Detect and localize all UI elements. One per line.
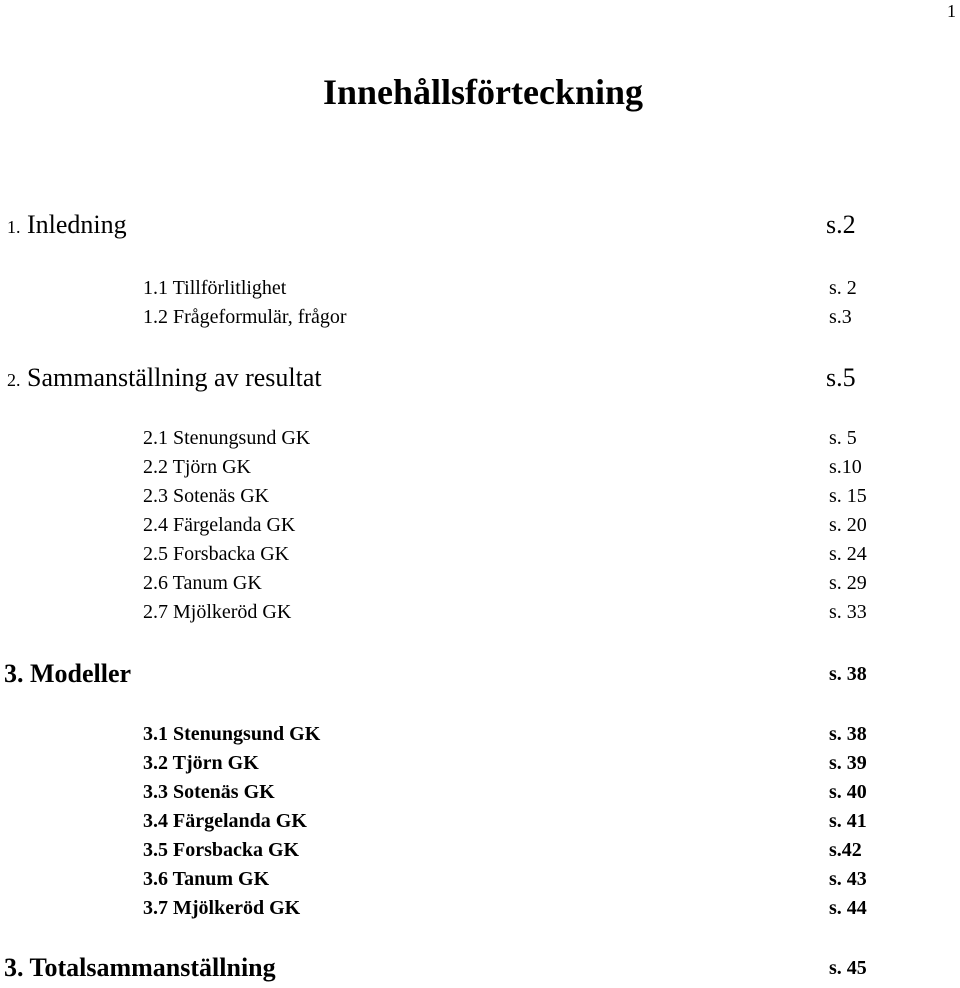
toc-subsection-2-7[interactable] <box>0 600 960 630</box>
toc-subsection-label: 2.2 Tjörn GK <box>143 456 251 478</box>
toc-subsection-page: s. 43 <box>829 868 867 890</box>
toc-subsection-3-6[interactable] <box>0 867 960 897</box>
toc-subsection-label: 1.2 Frågeformulär, frågor <box>143 306 347 328</box>
page-number: 1 <box>947 1 956 21</box>
toc-subsection-label: 2.6 Tanum GK <box>143 572 262 594</box>
toc-subsection-1-1[interactable] <box>0 276 960 306</box>
toc-subsection-label: 3.1 Stenungsund GK <box>143 723 321 745</box>
toc-subsection-3-1[interactable] <box>0 722 960 752</box>
toc-subsection-2-3[interactable] <box>0 484 960 514</box>
toc-section-3[interactable] <box>0 659 960 689</box>
toc-subsection-page: s.42 <box>829 839 862 861</box>
toc-subsection-page: s. 39 <box>829 752 867 774</box>
toc-subsection-page: s.10 <box>829 456 862 478</box>
toc-subsection-2-4[interactable] <box>0 513 960 543</box>
toc-subsection-label: 2.1 Stenungsund GK <box>143 427 311 449</box>
toc-subsection-label: 3.4 Färgelanda GK <box>143 810 307 832</box>
toc-subsection-2-6[interactable] <box>0 571 960 601</box>
toc-subsection-3-7[interactable] <box>0 896 960 926</box>
toc-section-2[interactable] <box>0 363 960 393</box>
toc-subsection-2-1[interactable] <box>0 426 960 456</box>
toc-subsection-label: 2.3 Sotenäs GK <box>143 485 270 507</box>
toc-subsection-label: 2.5 Forsbacka GK <box>143 543 290 565</box>
toc-section-number: 1. <box>7 217 21 237</box>
toc-subsection-3-2[interactable] <box>0 751 960 781</box>
toc-subsection-page: s. 2 <box>829 277 857 299</box>
toc-subsection-page: s. 15 <box>829 485 867 507</box>
toc-subsection-2-2[interactable] <box>0 455 960 485</box>
toc-section-number: 3. <box>4 659 24 688</box>
toc-subsection-page: s. 38 <box>829 723 867 745</box>
page-title: Innehållsförteckning <box>322 72 644 112</box>
toc-section-1[interactable] <box>0 210 960 240</box>
toc-subsection-label: 3.7 Mjölkeröd GK <box>143 897 301 919</box>
toc-section-page: s.5 <box>826 363 856 392</box>
toc-subsection-label: 1.1 Tillförlitlighet <box>143 277 287 299</box>
toc-subsection-label: 3.3 Sotenäs GK <box>143 781 275 803</box>
toc-section-number: 3. <box>4 953 24 982</box>
toc-subsection-label: 2.7 Mjölkeröd GK <box>143 601 292 623</box>
toc-subsection-page: s. 20 <box>829 514 867 536</box>
toc-section-label <box>7 363 322 395</box>
toc-subsection-page: s. 33 <box>829 601 867 623</box>
toc-subsection-3-4[interactable] <box>0 809 960 839</box>
toc-section-title: Inledning <box>27 210 127 239</box>
toc-section-label <box>4 953 276 983</box>
toc-section-page: s.2 <box>826 210 856 239</box>
toc-subsection-page: s. 24 <box>829 543 867 565</box>
toc-subsection-3-3[interactable] <box>0 780 960 810</box>
toc-section-page: s. 45 <box>829 957 867 979</box>
toc-subsection-page: s. 5 <box>829 427 857 449</box>
toc-section-number: 2. <box>7 370 21 390</box>
toc-subsection-label: 3.2 Tjörn GK <box>143 752 259 774</box>
toc-section-label <box>7 210 127 242</box>
toc-subsection-2-5[interactable] <box>0 542 960 572</box>
toc-section-title: Modeller <box>30 659 132 688</box>
toc-subsection-1-2[interactable] <box>0 305 960 335</box>
toc-subsection-3-5[interactable] <box>0 838 960 868</box>
toc-subsection-page: s. 41 <box>829 810 867 832</box>
toc-subsection-label: 3.5 Forsbacka GK <box>143 839 300 861</box>
toc-subsection-page: s.3 <box>829 306 852 328</box>
toc-section-label <box>4 659 131 689</box>
toc-subsection-page: s. 44 <box>829 897 867 919</box>
toc-subsection-label: 2.4 Färgelanda GK <box>143 514 296 536</box>
toc-subsection-page: s. 40 <box>829 781 867 803</box>
toc-section-page: s. 38 <box>829 663 867 685</box>
toc-subsection-page: s. 29 <box>829 572 867 594</box>
toc-section-title: Sammanställning av resultat <box>27 363 322 392</box>
toc-section-title: Totalsammanställning <box>29 953 276 982</box>
toc-section-4[interactable] <box>0 953 960 983</box>
toc-subsection-label: 3.6 Tanum GK <box>143 868 270 890</box>
